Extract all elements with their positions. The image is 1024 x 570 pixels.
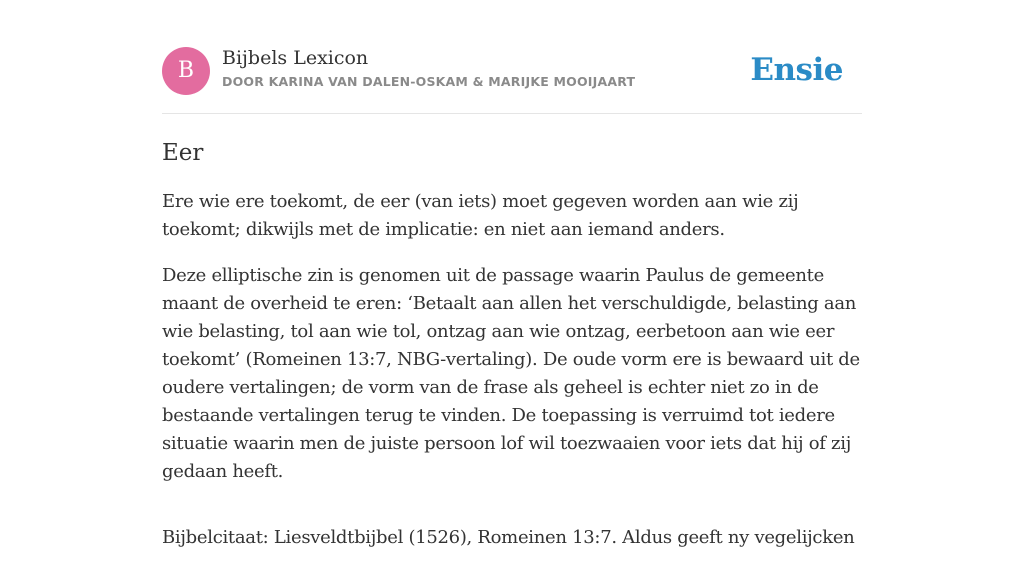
source-authors: DOOR KARINA VAN DALEN-OSKAM & MARIJKE MOOIJAART: [222, 74, 636, 89]
header-divider: [162, 113, 862, 114]
source-title[interactable]: Bijbels Lexicon: [222, 47, 369, 69]
article-paragraph-citation: Bijbelcitaat: Liesveldtbijbel (1526), Romeinen 13:7. Aldus geeft ny vegelijcken: [162, 527, 855, 548]
article-term: Eer: [162, 140, 204, 166]
source-header: [162, 46, 862, 96]
article-paragraph-explanation: Deze elliptische zin is genomen uit de passage waarin Paulus de gemeente maant de overheid te eren: ‘Betaalt aan allen het verschuldigde, belasting aan wie belasting, tol aan wie tol, ontzag aan wie ontzag, eerbetoon aan wie eer toekomt’ (Romeinen 13:7, NBG-vertaling). De oude vorm ere is bewaard uit de oudere vertalingen; de vorm van de frase als geheel is echter niet zo in de bestaande vertalingen terug te vinden. De toepassing is verruimd tot iedere situatie waarin men de juiste persoon lof wil toezwaaien voor iets dat hij of zij gedaan heeft.: [162, 265, 860, 482]
article-content: [162, 136, 867, 570]
article-paragraph-definition: Ere wie ere toekomt, de eer (van iets) moet gegeven worden aan wie zij toekomt; dikwijls met de implicatie: en niet aan iemand anders.: [162, 191, 799, 240]
ensie-logo[interactable]: Ensie: [750, 52, 843, 88]
source-avatar[interactable]: B: [162, 47, 210, 95]
